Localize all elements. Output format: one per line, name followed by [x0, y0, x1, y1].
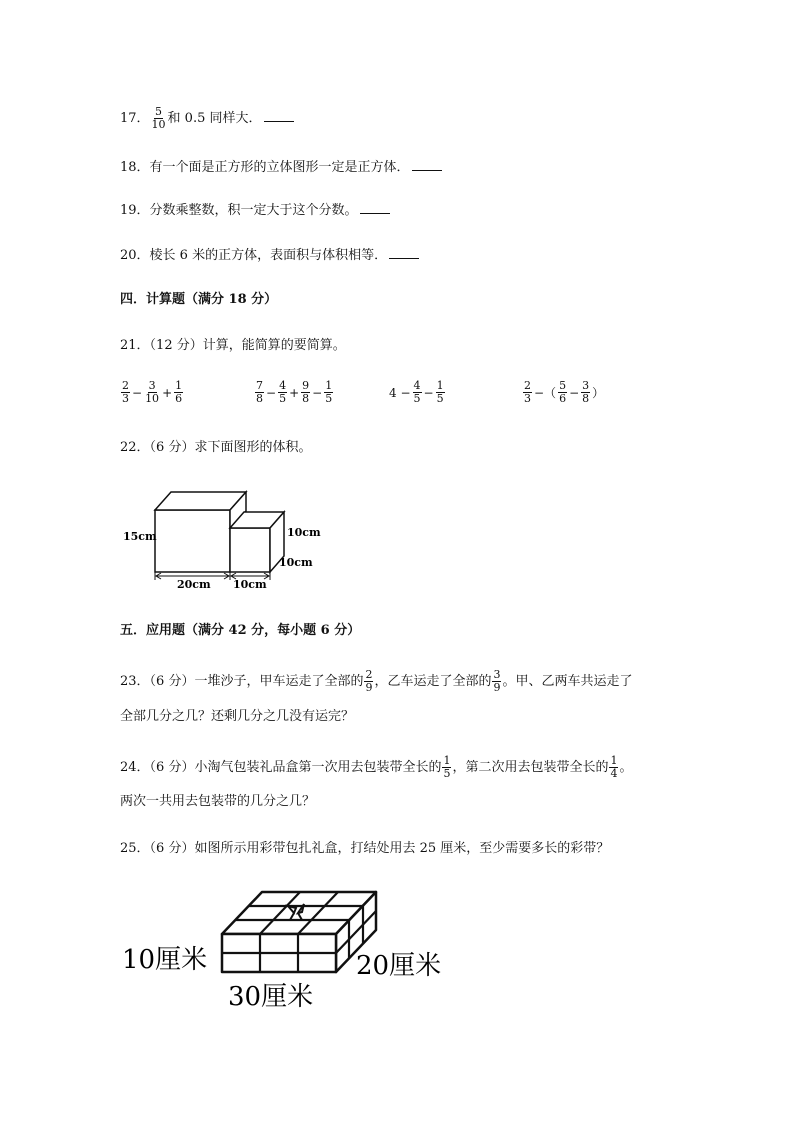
- question-19: [120, 201, 390, 221]
- question-21: 21．（12 分）计算，能简算的要简算。: [120, 338, 346, 353]
- question-24-line-1: 24．（6 分）小淘气包装礼品盒第一次用去包装带全长的 $\frac{1}{5}$ ，第二次用去包装带全长的 $\frac{1}{4}$ 。: [120, 754, 633, 780]
- q17-text: 和 0.5 同样大．: [167, 111, 262, 126]
- large-box-front: [155, 510, 230, 572]
- question-24-line-2: 两次一共用去包装带的几分之几？: [120, 794, 316, 809]
- small-box-front: [230, 528, 270, 572]
- question-23-line-1: 23．（6 分）一堆沙子，甲车运走了全部的 $\frac{2}{9}$ ，乙车运走了全部的 $\frac{3}{9}$ 。甲、乙两车共运走了: [120, 668, 633, 694]
- question-25: 25．（6 分）如图所示用彩带包扎礼盒，打结处用去 25 厘米，至少需要多长的彩带？: [120, 841, 610, 856]
- q18-answer-blank[interactable]: [412, 158, 442, 171]
- label-height-left: 15cm: [123, 530, 157, 543]
- section-4-title: 四．计算题（满分 18 分）: [120, 292, 278, 307]
- label-height: 10厘米: [122, 945, 208, 975]
- section-5-title: 五．应用题（满分 42 分，每小题 6 分）: [120, 623, 361, 638]
- q22-composite-solid-figure: [115, 480, 335, 592]
- label-width-left: 20cm: [177, 578, 211, 591]
- question-20: [120, 246, 419, 266]
- q17-answer-blank[interactable]: [264, 109, 294, 122]
- q24-fraction-2: $\frac{1}{4}$: [610, 754, 618, 780]
- q25-gift-box-figure: [118, 880, 458, 1015]
- q20-text: 20．棱长 6 米的正方体，表面积与体积相等．: [120, 248, 388, 263]
- question-17: [120, 106, 294, 131]
- q21-expression-2: $\frac{7}{8}$ − $\frac{4}{5}$ + $\frac{9}{8}$ − $\frac{1}{5}$: [256, 379, 333, 405]
- q24-fraction-1: $\frac{1}{5}$: [443, 754, 451, 780]
- q19-answer-blank[interactable]: [360, 201, 390, 214]
- q21-expression-1: $\frac{2}{3}$ − $\frac{3}{10}$ + $\frac{1}{6}$: [122, 379, 183, 405]
- label-depth: 20厘米: [356, 951, 442, 981]
- label-width-right: 10cm: [233, 578, 267, 591]
- label-length: 30厘米: [228, 982, 314, 1012]
- question-23-line-2: 全部几分之几？还剩几分之几没有运完？: [120, 709, 355, 724]
- label-height-right: 10cm: [287, 526, 321, 539]
- q17-number: 17．: [120, 111, 150, 126]
- q17-fraction: $\frac{5}{10}$: [151, 105, 166, 131]
- q21-expression-3: 4 − $\frac{4}{5}$ − $\frac{1}{5}$: [389, 379, 444, 405]
- q21-expression-4: $\frac{2}{3}$ −（ $\frac{5}{6}$ − $\frac{3}{8}$ ）: [524, 379, 605, 405]
- q23-fraction-1: $\frac{2}{9}$: [365, 668, 373, 694]
- q23-fraction-2: $\frac{3}{9}$: [493, 668, 501, 694]
- q18-text: 18．有一个面是正方形的立体图形一定是正方体．: [120, 160, 410, 175]
- q20-answer-blank[interactable]: [389, 246, 419, 259]
- question-22: 22．（6 分）求下面图形的体积。: [120, 440, 312, 455]
- label-depth-right: 10cm: [279, 556, 313, 569]
- q19-text: 19．分数乘整数，积一定大于这个分数。: [120, 203, 358, 218]
- question-18: [120, 158, 442, 178]
